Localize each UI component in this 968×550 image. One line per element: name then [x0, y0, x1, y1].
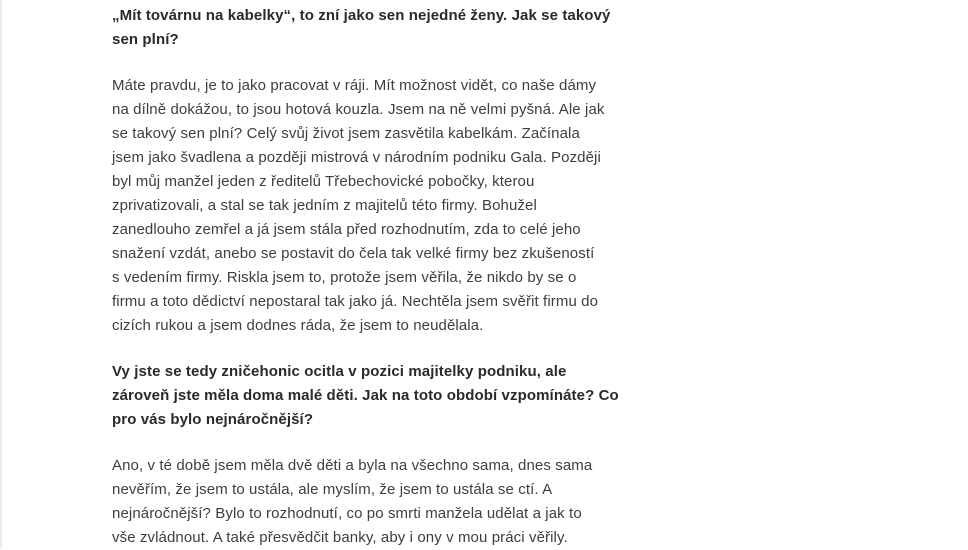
interview-article	[112, 4, 632, 550]
text-line: Vy jste se tedy zničehonic ocitla v pozici majitelky podniku, ale	[112, 363, 567, 380]
text-line: cizích rukou a jsem dodnes ráda, že jsem to neudělala.	[112, 317, 484, 334]
text-line: nejnáročnější? Bylo to rozhodnutí, co po smrti manžela udělat a jak to	[112, 505, 582, 522]
text-line: nevěřím, že jsem to ustála, ale myslím, že jsem to ustála se ctí. A	[112, 481, 553, 498]
text-line: snažení vzdát, anebo se postavit do čela tak velké firmy bez zkušeností	[112, 245, 595, 262]
interview-answer-2	[112, 454, 632, 550]
interview-question-2	[112, 360, 632, 432]
text-line: zároveň jste měla doma malé děti. Jak na toto období vzpomínáte? Co	[112, 387, 619, 404]
text-line: sen plní?	[112, 31, 179, 48]
text-line: vše zvládnout. A také přesvědčit banky, aby i ony v mou práci věřily.	[112, 529, 568, 546]
text-line: Ano, v té době jsem měla dvě děti a byla na všechno sama, dnes sama	[112, 457, 593, 474]
paragraph-gap	[112, 432, 632, 454]
text-line: „Mít továrnu na kabelky“, to zní jako sen nejedné ženy. Jak se takový	[112, 7, 611, 24]
text-line: s vedením firmy. Riskla jsem to, protože jsem věřila, že nikdo by se o	[112, 269, 577, 286]
paragraph-gap	[112, 338, 632, 360]
text-line: pro vás bylo nejnáročnější?	[112, 411, 314, 428]
paragraph-gap	[112, 52, 632, 74]
text-line: firmu a toto dědictví nepostaral tak jako já. Nechtěla jsem svěřit firmu do	[112, 293, 599, 310]
interview-question-1	[112, 4, 632, 52]
text-line: se takový sen plní? Celý svůj život jsem zasvětila kabelkám. Začínala	[112, 125, 580, 142]
text-line: na dílně dokážou, to jsou hotová kouzla. Jsem na ně velmi pyšná. Ale jak	[112, 101, 605, 118]
text-line: Máte pravdu, je to jako pracovat v ráji. Mít možnost vidět, co naše dámy	[112, 77, 597, 94]
text-line: zanedlouho zemřel a já jsem stála před rozhodnutím, zda to celé jeho	[112, 221, 581, 238]
text-line: jsem jako švadlena a později mistrová v národním podniku Gala. Později	[112, 149, 601, 166]
text-line: byl můj manžel jeden z ředitelů Třebechovické pobočky, kterou	[112, 173, 535, 190]
interview-answer-1	[112, 74, 632, 338]
page-left-border	[0, 0, 2, 548]
text-line: zprivatizovali, a stal se tak jedním z majitelů této firmy. Bohužel	[112, 197, 537, 214]
